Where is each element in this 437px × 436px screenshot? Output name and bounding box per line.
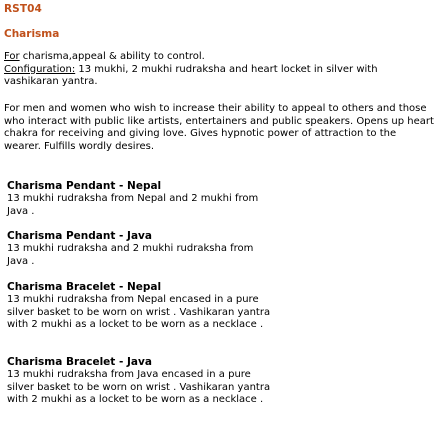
product-name: Charisma Pendant - Java	[7, 230, 152, 242]
purpose-label: For	[4, 51, 20, 62]
configuration-label: Configuration:	[4, 63, 76, 75]
product-name: Charisma Pendant - Nepal	[7, 180, 162, 192]
product-name: Charisma Bracelet - Nepal	[7, 281, 162, 293]
product-item	[7, 281, 277, 332]
product-description: 13 mukhi rudraksha and 2 mukhi rudraksha from Java .	[7, 243, 254, 267]
product-name: Charisma Bracelet - Java	[7, 356, 152, 368]
configuration-line	[4, 64, 434, 89]
product-description: 13 mukhi rudraksha from Nepal and 2 mukhi from Java .	[7, 193, 259, 217]
product-description: 13 mukhi rudraksha from Nepal encased in a pure silver basket to be worn on wrist . Vashikaran yantra with 2 mukhi as a locket to be worn as a necklace .	[7, 294, 271, 330]
page-title: Charisma	[4, 28, 60, 40]
product-item	[7, 356, 277, 407]
product-description: 13 mukhi rudraksha from Java encased in a pure silver basket to be worn on wrist . Vashikaran yantra with 2 mukhi as a locket to be worn as a necklace .	[7, 369, 271, 405]
purpose-line	[4, 51, 434, 64]
product-item	[7, 230, 277, 268]
configuration-text: 13 mukhi, 2 mukhi rudraksha and heart locket in silver with vashikaran yantra.	[4, 63, 378, 87]
description: For men and women who wish to increase their ability to appeal to others and those who interact with public like artists, entertainers and public speakers. Opens up heart chakra for receiving and giving love. Gives hypnotic power of attraction to the wearer. Fulfills wordly desires.	[4, 103, 434, 152]
purpose-text: charisma,appeal & ability to control.	[19, 51, 205, 62]
product-code: RST04	[4, 3, 42, 15]
product-summary	[4, 51, 434, 89]
product-item	[7, 180, 277, 218]
